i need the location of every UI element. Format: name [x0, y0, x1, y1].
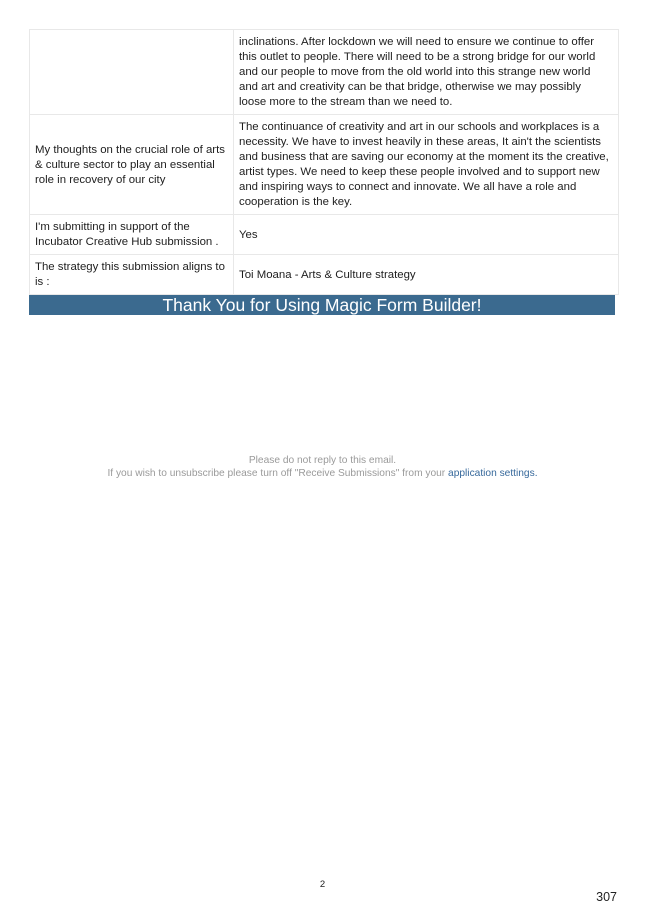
question-cell: My thoughts on the crucial role of arts & culture sector to play an essential role in recovery of our city — [30, 115, 234, 215]
email-footer — [0, 455, 645, 480]
answer-cell: inclinations. After lockdown we will need to ensure we continue to offer this outlet to people. There will need to be a strong bridge for our world and our people to move from the old world into this strange new world and art and creativity can be that bridge, otherwise we may possibly loose more to the stream than we need to. — [234, 30, 619, 115]
answer-cell: The continuance of creativity and art in our schools and workplaces is a necessity. We have to invest heavily in these areas, It ain't the scientists and business that are saving our economy at the moment its the creative, artist types. We need to keep these people involved and to support new and inspiring ways to connect and innovate. We all have a role and cooperation is the key. — [234, 115, 619, 215]
table-row — [30, 115, 619, 215]
page-number: 2 — [319, 879, 326, 890]
table-row — [30, 30, 619, 115]
answer-cell: Toi Moana - Arts & Culture strategy — [234, 255, 619, 295]
table-row — [30, 215, 619, 255]
no-reply-notice: Please do not reply to this email. — [248, 455, 397, 466]
question-cell: I'm submitting in support of the Incubator Creative Hub submission . — [30, 215, 234, 255]
thank-you-banner: Thank You for Using Magic Form Builder! — [29, 295, 615, 315]
answer-cell: Yes — [234, 215, 619, 255]
document-number: 307 — [596, 890, 617, 904]
submission-sheet — [29, 29, 615, 315]
question-cell — [30, 30, 234, 115]
unsubscribe-text: If you wish to unsubscribe please turn off "Receive Submissions" from your — [107, 467, 446, 479]
table-row — [30, 255, 619, 295]
question-cell: The strategy this submission aligns to is : — [30, 255, 234, 295]
responses-table — [29, 29, 619, 295]
unsubscribe-notice — [0, 468, 645, 481]
application-settings-link[interactable]: application settings. — [448, 467, 538, 479]
